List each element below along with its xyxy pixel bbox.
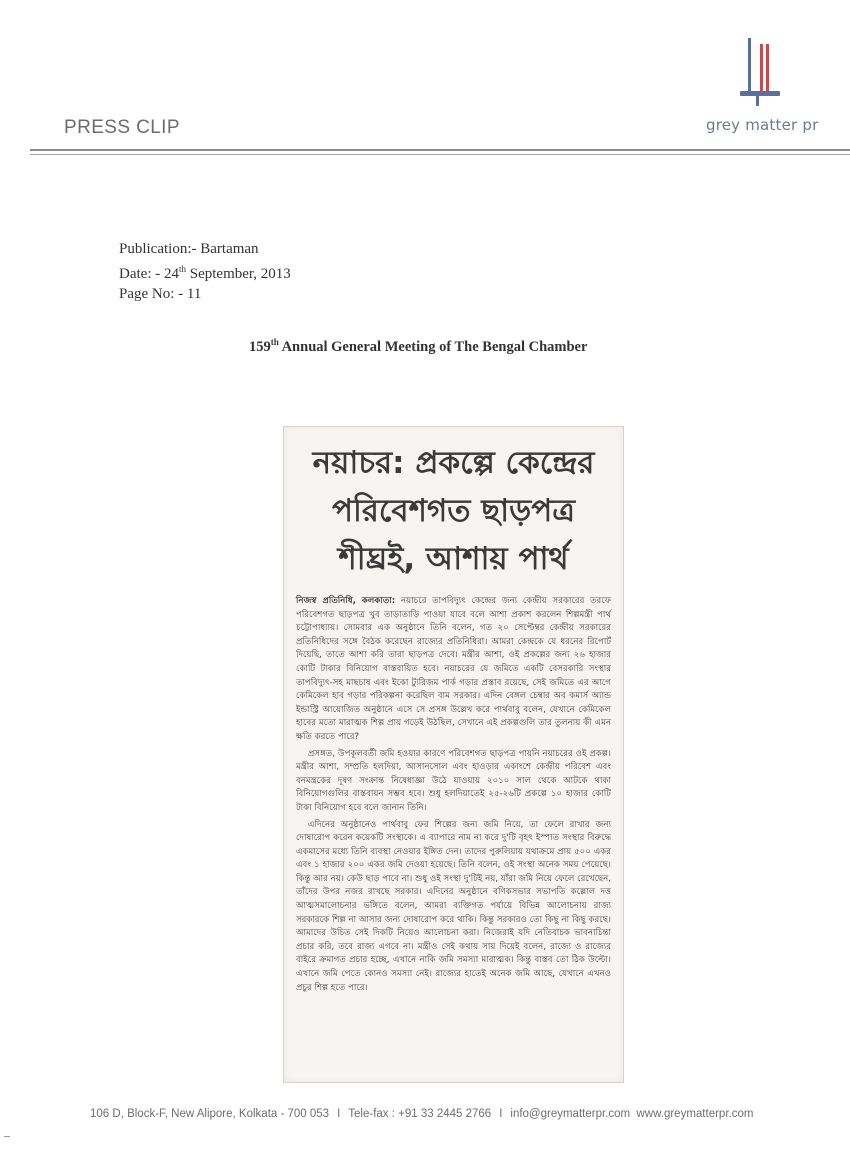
scan-mark: [4, 1136, 10, 1137]
footer-email[interactable]: info@greymatterpr.com: [510, 1108, 631, 1120]
newspaper-clipping: [283, 426, 624, 1083]
footer-address: 106 D, Block-F, New Alipore, Kolkata - 700 053: [90, 1108, 330, 1120]
date-suffix: September, 2013: [186, 266, 291, 282]
footer-separator: I: [499, 1108, 503, 1120]
headline-line-2: পরিবেশগত ছাড়পত্র: [331, 493, 576, 529]
event-sup: th: [270, 337, 279, 347]
publication-meta: [119, 239, 291, 304]
footer-website[interactable]: www.greymatterpr.com: [636, 1108, 754, 1120]
page-line: Page No: - 11: [119, 286, 202, 302]
brand-name: grey matter pr: [706, 116, 819, 134]
article-paragraph-2: প্রসঙ্গত, উপকূলবর্তী জমি হওয়ার কারণে পরিবেশগত ছাড়পত্র পায়নি নয়াচরের ওই প্রকল্প। মন্ত্রীর আশা, সম্প্রতি হলদিয়া, আসানসোল এবং হাওড়ার একাংশে কেন্দ্রীয় পরিবেশ এবং বনমন্ত্রকের দূষণ সংক্রান্ত নিষেধাজ্ঞা উঠে যাওয়ায় ২০১০ সাল থেকে আটকে থাকা বিনিয়োগগুলির বাস্তবায়ন সম্ভব হবে। শুধু হলদিয়াতেই ২৫-২৬টি প্রকল্পে ১০ হাজার কোটি টাকা বিনিয়োগ হবে বলে জানান তিনি।: [296, 748, 611, 813]
paragraph-1-text: নয়াচরে তাপবিদ্যুৎ কেন্দ্রের জন্য কেন্দ্রীয় সরকারের তরফে পরিবেশগত ছাড়পত্র খুব তাড়াতাড়ি পাওয়া যাবে বলে আশা প্রকাশ করলেন শিল্পমন্ত্রী পার্থ চট্টোপাধ্যায়। সোমবার এক অনুষ্ঠানে তিনি বলেন, গত ২০ সেপ্টেম্বর কেন্দ্রীয় সরকারের প্রতিনিধিদের সঙ্গে বৈঠক করেছেন রাজ্যের প্রতিনিধিরা। আমরা কেন্দ্রকে যে ধরনের রিপোর্ট দিয়েছি, তাতে আশা করি তারা ছাড়পত্র দেবে। মন্ত্রীর আশা, ওই প্রকল্পের জন্য ২৬ হাজার কোটি টাকার বিনিয়োগ বাস্তবায়িত হবে। নয়াচরের যে জমিতে একটি বেসরকারি সংস্থার তাপবিদ্যুৎ-সহ মাছচাষ এবং ইকো ট্যুরিজম পার্ক গড়ার প্রস্তাব রয়েছে, সেই জমিতে এর আগে কেমিকেল হাব গড়ার পরিকল্পনা করেছিল বাম সরকার। এদিন বেঙ্গল চেম্বার অব কমার্স অ্যান্ড ইন্ডাস্ট্রি আয়োজিত অনুষ্ঠানে এসে সে প্রসঙ্গ উল্লেখ করে পার্থবাবু বলেন, যেখানে কেমিকেল হাবের মতো মারাত্মক শিল্প প্রায় গড়েই উঠছিল, সেখানে এই প্রকল্পগুলি তার তুলনায় কী এমন ক্ষতি করতে পারে?: [296, 596, 611, 742]
header-rule-thin: [30, 154, 850, 155]
publication-line: Publication:- Bartaman: [119, 241, 259, 257]
article-paragraph-3: এদিনের অনুষ্ঠানেও পার্থবাবু ফের শিল্পের জন্য জমি নিয়ে, তা ফেলে রাখার জন্য দোষারোপ করেন কয়েকটি সংস্থাকে। এ ব্যাপারে নাম না করে দু'টি বৃহৎ ইস্পাত সংস্থার বিরুদ্ধে একমাসের মধ্যে তিনি ব্যবস্থা নেওয়ার ইঙ্গিত দেন। তাদের পুরুলিয়ায় যথাক্রমে প্রায় ৫০০ একর এবং ১ হাজার ২০০ একর জমি দেওয়া হয়েছে। তিনি বলেন, ওই সংস্থা অনেক সময় পেয়েছে। কিন্তু আর নয়। কেউ ছাড় পাবে না। শুধু ওই সংস্থা দু'টিই নয়, যাঁরা জমি নিয়ে ফেলে রেখেছেন, তাঁদের উপর নজর রাখছে সরকার। এদিনের অনুষ্ঠানে বণিকসভার সভাপতি কল্লোল দত্ত আত্মসমালোচনার ভঙ্গিতে বলেন, আমরা ব্যক্তিগত পর্যায়ে বিভিন্ন আলোচনায় রাজ্য সরকারকে শিল্প না আসার জন্য দোষারোপ করে থাকি। কিন্তু সরকারও তো কিছু না কিছু করছে। আমাদের উচিত সেই দিকটি নিয়েও আলোচনা করা। নিজেরাই যদি নেতিবাচক ভাবনাচিন্তা প্রচার করি, তবে রাজ্য এগবে না। মন্ত্রীও সেই কথায় সায় দিয়েই বলেন, রাজ্যে ও রাজ্যের বাইরে ক্রমাগত প্রচার হচ্ছে, এখানে নাকি জমি সমস্যা মারাত্মক। কিন্তু বাস্তব তো ঠিক উল্টো। এখানে জমি পেতে কোনও সমস্যা নেই। রাজ্যের হাতেই অনেক জমি আছে, যেখানে এখনও প্রচুর শিল্প হতে পারে।: [296, 819, 611, 993]
date-sup: th: [178, 264, 186, 274]
headline-line-1: নয়াচর: প্রকল্পে কেন্দ্রের: [312, 445, 595, 481]
header-rule: [30, 149, 850, 151]
greymatter-logo-icon: [736, 36, 786, 108]
footer-contact: [90, 1108, 753, 1120]
clipping-headline: [292, 439, 615, 583]
article-body: [296, 595, 611, 995]
date-line: [119, 259, 291, 284]
headline-line-3: শীঘ্রই, আশায় পার্থ: [338, 541, 569, 577]
event-title: [249, 337, 587, 356]
date-prefix: Date: - 24: [119, 266, 179, 282]
event-rest: Annual General Meeting of The Bengal Chamber: [278, 338, 588, 355]
footer-telfax: Tele-fax : +91 33 2445 2766: [348, 1108, 492, 1120]
event-number: 159: [249, 338, 271, 355]
byline: নিজস্ব প্রতিনিধি, কলকাতা:: [296, 596, 396, 606]
article-paragraph-1: [296, 595, 611, 745]
press-clip-title: PRESS CLIP: [64, 117, 180, 138]
footer-separator: I: [337, 1108, 341, 1120]
